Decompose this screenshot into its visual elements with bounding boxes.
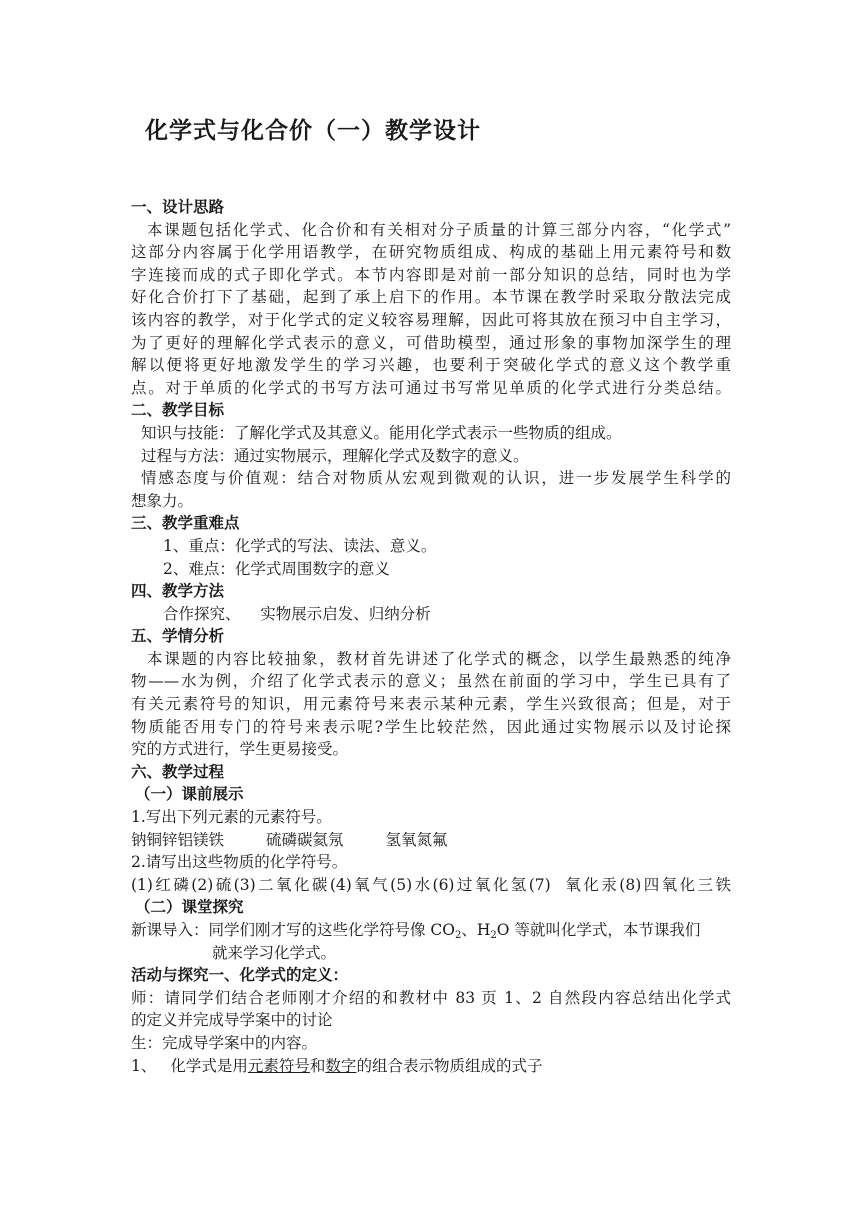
definition-number: 1、 <box>131 1056 157 1075</box>
section-heading-methods: 四、教学方法 <box>131 581 225 601</box>
section-heading-teaching-process: 六、教学过程 <box>131 761 225 781</box>
elements-group-c: 氢氧氮氟 <box>385 830 448 849</box>
paragraph-line: 本课题包括化学式、化合价和有关相对分子质量的计算三部分内容，“化学式” <box>147 220 731 239</box>
key-point-2: 2、难点：化学式周围数字的意义 <box>163 559 390 578</box>
teacher-line: 的定义并完成导学案中的讨论 <box>131 1011 333 1030</box>
subheading-in-class: （二）课堂探究 <box>135 897 244 917</box>
document-title: 化学式与化合价（一）教学设计 <box>145 117 481 144</box>
question-1: 1.写出下列元素的元素符号。 <box>131 808 332 827</box>
activity-heading: 活动与探究一、化学式的定义： <box>131 965 349 985</box>
definition-text-c: 的组合表示物质组成的式子 <box>356 1056 543 1075</box>
definition-underline-2: 数字 <box>325 1056 357 1075</box>
intro-line <box>131 919 731 942</box>
paragraph-line: 物质能否用专门的符号来表示呢?学生比较茫然，因此通过实物展示以及讨论探 <box>131 717 731 736</box>
definition-text-b: 和 <box>309 1056 326 1075</box>
subheading-pre-class: （一）课前展示 <box>135 784 244 804</box>
intro-mid: 、H <box>461 921 491 939</box>
question-2-items: (1)红磷(2)硫(3)二氧化碳(4)氧气(5)水(6)过氧化氢(7) 氧化汞(8)四氧化三铁 <box>131 875 731 894</box>
goal-knowledge: 知识与技能：了解化学式及其意义。能用化学式表示一些物质的组成。 <box>141 423 622 442</box>
intro-sub-1: 2 <box>455 930 462 941</box>
paragraph-line: 有关元素符号的知识，用元素符号来表示某种元素，学生兴致很高；但是，对于 <box>131 695 731 714</box>
paragraph-line: 解以便将更好地激发学生的学习兴趣，也要利于突破化学式的意义这个教学重 <box>131 356 731 375</box>
paragraph-line: 点。对于单质的化学式的书写方法可通过书写常见单质的化学式进行分类总结。 <box>131 378 731 397</box>
student-line: 生：完成导学案中的内容。 <box>131 1033 318 1052</box>
question-2: 2.请写出这些物质的化学符号。 <box>131 853 348 872</box>
paragraph-line: 字连接而成的式子即化学式。本节内容即是对前一部分知识的总结，同时也为学 <box>131 265 731 284</box>
paragraph-line: 为了更好的理解化学式表示的意义，可借助模型，通过形象的事物加深学生的理 <box>131 333 731 352</box>
goal-attitude: 情感态度与价值观：结合对物质从宏观到微观的认识，进一步发展学生科学的 <box>141 469 731 488</box>
paragraph-line: 究的方式进行，学生更易接受。 <box>131 740 349 759</box>
elements-group-a: 钠铜锌铝镁铁 <box>131 830 225 849</box>
paragraph-line: 物——水为例，介绍了化学式表示的意义；虽然在前面的学习中，学生已具有了 <box>131 672 731 691</box>
section-heading-key-points: 三、教学重难点 <box>131 513 240 533</box>
document-body <box>131 196 731 1077</box>
goal-attitude-cont: 想象力。 <box>131 491 194 510</box>
section-heading-teaching-goals: 二、教学目标 <box>131 400 225 420</box>
elements-line <box>131 829 731 852</box>
definition-underline-1: 元素符号 <box>247 1056 310 1075</box>
intro-continuation: 就来学习化学式。 <box>212 943 337 962</box>
methods-line: 合作探究、 实物展示启发、归纳分析 <box>163 604 431 623</box>
paragraph-line: 这部分内容属于化学用语教学，在研究物质组成、构成的基础上用元素符号和数 <box>131 243 731 262</box>
section-heading-learner-analysis: 五、学情分析 <box>131 626 225 646</box>
intro-prefix: 新课导入：同学们刚才写的这些化学符号像 CO <box>131 921 455 939</box>
elements-group-b: 硫磷碳氦氖 <box>266 830 344 849</box>
goal-process: 过程与方法：通过实物展示，理解化学式及数字的意义。 <box>141 446 529 465</box>
key-point-1: 1、重点：化学式的写法、读法、意义。 <box>163 536 437 555</box>
paragraph-line: 该内容的教学，对于化学式的定义较容易理解，因此可将其放在预习中自主学习， <box>131 310 731 329</box>
intro-sub-2: 2 <box>490 930 497 941</box>
intro-suffix: O 等就叫化学式，本节课我们 <box>496 921 701 939</box>
paragraph-line: 好化合价打下了基础，起到了承上启下的作用。本节课在教学时采取分散法完成 <box>131 288 731 307</box>
definition-line <box>131 1055 731 1078</box>
paragraph-line: 本课题的内容比较抽象，教材首先讲述了化学式的概念，以学生最熟悉的纯净 <box>147 649 731 668</box>
definition-text-a: 化学式是用 <box>170 1056 248 1075</box>
section-heading-design-idea: 一、设计思路 <box>131 197 225 216</box>
teacher-line: 师：请同学们结合老师刚才介绍的和教材中 83 页 1、2 自然段内容总结出化学式 <box>131 988 731 1007</box>
